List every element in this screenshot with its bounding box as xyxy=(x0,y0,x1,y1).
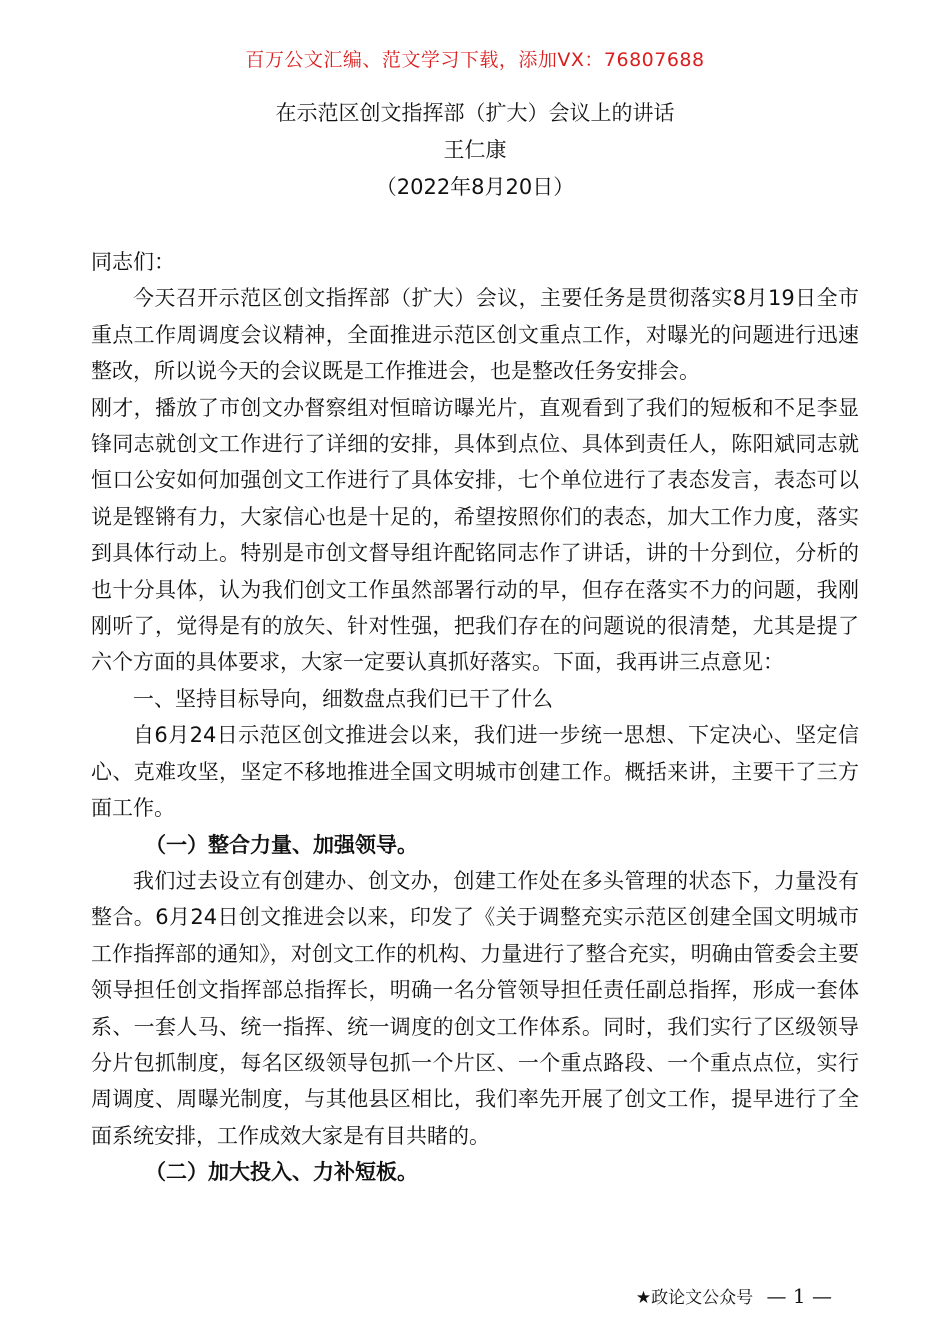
paragraph-4: 我们过去设立有创建办、创文办，创建工作处在多头管理的状态下，力量没有整合。6月24日创文推进会以来，印发了《关于调整充实示范区创建全国文明城市工作指挥部的通知》，对创文工作的机构、力量进行了整合充实，明确由管委会主要领导担任创文指挥部总指挥长，明确一名分管领导担任责任副总指挥，形成一套体系、一套人马、统一指挥、统一调度的创文工作体系。同时，我们实行了区级领导分片包抓制度，每名区级领导包抓一个片区、一个重点路段、一个重点点位，实行周调度、周曝光制度，与其他县区相比，我们率先开展了创文工作，提早进行了全面系统安排，工作成效大家是有目共睹的。 xyxy=(91,868,859,1148)
page-footer xyxy=(636,1283,832,1308)
speech-date: （2022年8月20日） xyxy=(375,175,575,199)
document-body xyxy=(91,244,859,1191)
subsection-heading-1: （一）整合力量、加强领导。 xyxy=(145,832,418,857)
speaker-name: 王仁康 xyxy=(443,138,507,162)
watermark-banner: 百万公文汇编、范文学习下载，添加VX：76807688 xyxy=(245,49,705,71)
paragraph-1: 今天召开示范区创文指挥部（扩大）会议，主要任务是贯彻落实8月19日全市重点工作周调度会议精神，全面推进示范区创文重点工作，对曝光的问题进行迅速整改，所以说今天的会议既是工作推进会，也是整改任务安排会。 xyxy=(91,286,859,384)
page-number: — 1 — xyxy=(766,1284,832,1308)
salutation: 同志们： xyxy=(91,250,175,274)
section-heading-1: 一、坚持目标导向，细数盘点我们已干了什么 xyxy=(133,686,553,711)
paragraph-2: 刚才，播放了市创文办督察组对恒暗访曝光片，直观看到了我们的短板和不足李显锋同志就创文工作进行了详细的安排，具体到点位、具体到责任人，陈阳斌同志就恒口公安如何加强创文工作进行了具体安排，七个单位进行了表态发言，表态可以说是铿锵有力，大家信心也是十足的，希望按照你们的表态，加大工作力度，落实到具体行动上。特别是市创文督导组许配铭同志作了讲话，讲的十分到位，分析的也十分具体，认为我们创文工作虽然部署行动的早，但存在落实不力的问题，我刚刚听了，觉得是有的放矢、针对性强，把我们存在的问题说的很清楚，尤其是提了六个方面的具体要求，大家一定要认真抓好落实。下面，我再讲三点意见： xyxy=(91,395,859,675)
speech-title: 在示范区创文指挥部（扩大）会议上的讲话 xyxy=(275,101,675,125)
subsection-heading-2: （二）加大投入、力补短板。 xyxy=(145,1160,418,1185)
paragraph-3: 自6月24日示范区创文推进会以来，我们进一步统一思想、下定决心、坚定信心、克难攻坚，坚定不移地推进全国文明城市创建工作。概括来讲，主要干了三方面工作。 xyxy=(91,723,859,821)
footer-source: ★政论文公众号 xyxy=(635,1288,754,1308)
